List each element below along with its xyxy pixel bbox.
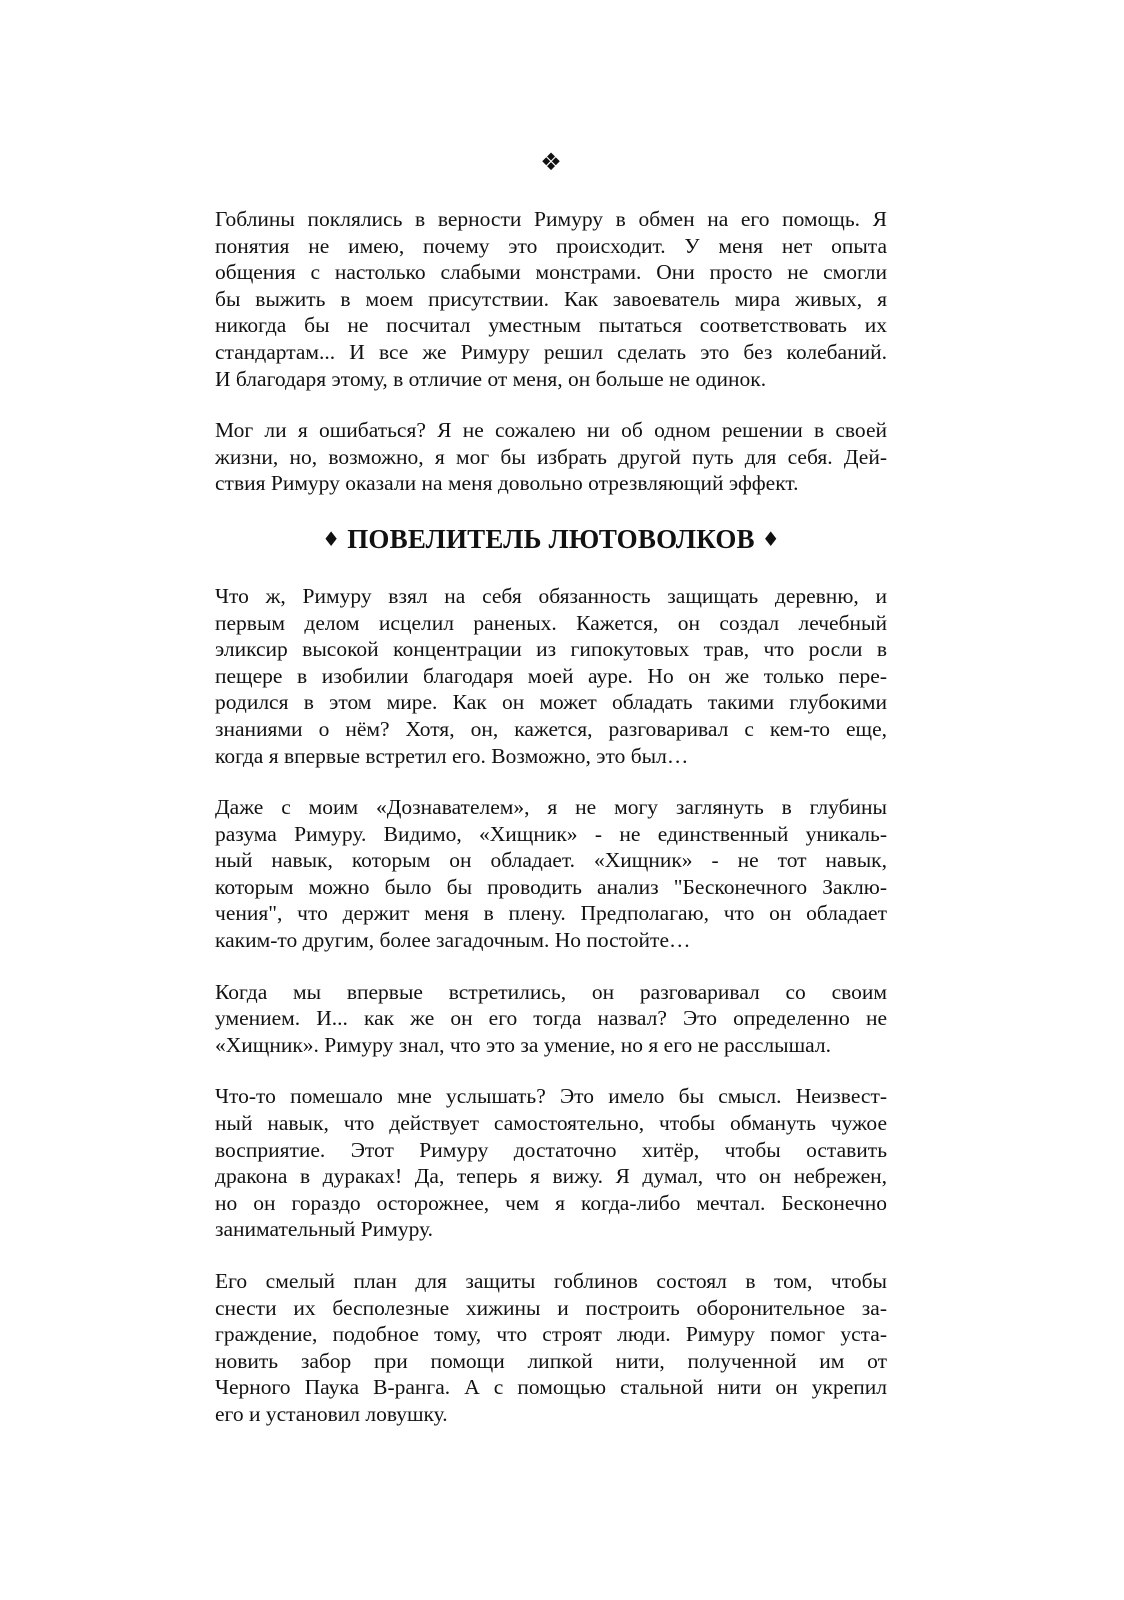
chapter-heading-title: ПОВЕЛИТЕЛЬ ЛЮТОВОЛКОВ (347, 523, 755, 554)
text-line-content: жизни, но, возможно, я мог бы избрать другой путь для себя. Дей- (215, 444, 887, 469)
text-line-content: понятия не имею, почему это происходит. У меня нет опыта (215, 233, 887, 258)
text-line (215, 366, 887, 393)
paragraph-defense-plan (215, 1268, 887, 1428)
text-line-content: Гоблины поклялись в верности Римуру в обмен на его помощь. Я (215, 207, 887, 231)
text-line (215, 689, 887, 716)
section-before-heading (215, 206, 887, 497)
paragraph-goblins-loyalty (215, 206, 887, 392)
text-line (215, 610, 887, 637)
text-line (215, 1005, 887, 1032)
text-line (215, 1110, 887, 1137)
text-line (215, 1190, 887, 1217)
diamond-icon: ♦ (761, 526, 780, 551)
diamond-icon: ♦ (322, 526, 341, 551)
text-line-content: восприятие. Этот Римуру достаточно хитёр, чтобы оставить (215, 1137, 887, 1162)
text-line-content: чения", что держит меня в плену. Предполагаю, что он обладает (215, 901, 887, 926)
text-line (215, 583, 887, 610)
text-line-content: занимательный Римуру. (215, 1217, 434, 1242)
text-line (215, 900, 887, 927)
text-line-content: родился в этом мире. Как он может обладать такими глубокими (215, 690, 887, 715)
text-line (215, 794, 887, 821)
text-line (215, 663, 887, 690)
text-line (215, 417, 887, 444)
text-line (215, 636, 887, 663)
text-line-content: дракона в дураках! Да, теперь я вижу. Я думал, что он небрежен, (215, 1164, 887, 1189)
text-line (215, 1268, 887, 1295)
text-line (215, 312, 887, 339)
text-line (215, 259, 887, 286)
text-line-content: снести их бесполезные хижины и построить оборонительное за- (215, 1295, 887, 1320)
text-line-content: ный навык, которым он обладает. «Хищник» - не тот навык, (215, 848, 887, 873)
text-line-content: эликсир высокой концентрации из гипокутовых трав, что росли в (215, 637, 887, 662)
text-line-content: бы выжить в моем присутствии. Как завоеватель мира живых, я (215, 286, 887, 311)
text-line-content: стандартам... И все же Римуру решил сделать это без колебаний. (215, 339, 887, 364)
text-line-content: когда я впервые встретил его. Возможно, это был… (215, 743, 689, 768)
text-line-content: Даже с моим «Дознавателем», я не могу заглянуть в глубины (215, 795, 887, 820)
section-after-heading (215, 583, 887, 1428)
text-line (215, 979, 887, 1006)
text-line (215, 874, 887, 901)
book-page (215, 148, 887, 1453)
text-line-content: общения с настолько слабыми монстрами. Они просто не смогли (215, 260, 887, 285)
paragraph-protecting-village (215, 583, 887, 769)
text-line-content: Что-то помешало мне услышать? Это имело бы смысл. Неизвест- (215, 1084, 887, 1109)
text-line-content: новить забор при помощи липкой нити, полученной им от (215, 1348, 887, 1373)
text-line (215, 1163, 887, 1190)
text-line-content: знаниями о нём? Хотя, он, кажется, разговаривал с кем-то еще, (215, 716, 887, 741)
text-line-content: граждение, подобное тому, что строят люди. Римуру помог уста- (215, 1322, 887, 1347)
chapter-heading (215, 522, 887, 556)
text-line-content: Когда мы впервые встретились, он разговаривал со своим (215, 979, 887, 1004)
text-line (215, 1083, 887, 1110)
text-line (215, 286, 887, 313)
paragraph-first-meeting (215, 979, 887, 1059)
text-line (215, 743, 887, 770)
text-line-content: первым делом исцелил раненых. Кажется, он создал лечебный (215, 610, 887, 635)
text-line (215, 1401, 887, 1428)
text-line (215, 444, 887, 471)
four-diamond-ornament-icon: ❖ (540, 148, 562, 176)
text-line (215, 206, 887, 233)
text-line (215, 339, 887, 366)
text-line-content: Мог ли я ошибаться? Я не сожалею ни об одном решении в своей (215, 418, 887, 443)
text-line-content: ный навык, что действует самостоятельно, чтобы обмануть чужое (215, 1111, 887, 1136)
text-line (215, 927, 887, 954)
paragraph-inquirer-skill (215, 794, 887, 954)
text-line-content: И благодаря этому, в отличие от меня, он больше не одинок. (215, 366, 767, 391)
text-line (215, 233, 887, 260)
text-line (215, 821, 887, 848)
text-line-content: его и установил ловушку. (215, 1401, 448, 1426)
text-line-content: Черного Паука B-ранга. А с помощью стальной нити он укрепил (215, 1375, 887, 1400)
paragraph-could-i-be-wrong (215, 417, 887, 497)
text-line (215, 716, 887, 743)
text-line (215, 470, 887, 497)
text-line (215, 1032, 887, 1059)
text-line-content: которым можно было бы проводить анализ "Бесконечного Заклю- (215, 874, 887, 899)
text-line-content: но он гораздо осторожнее, чем я когда-либо мечтал. Бесконечно (215, 1190, 887, 1215)
text-line-content: Что ж, Римуру взял на себя обязанность защищать деревню, и (215, 583, 887, 608)
text-line (215, 1348, 887, 1375)
text-line-content: никогда бы не посчитал уместным пытаться соответствовать их (215, 313, 887, 338)
text-line-content: умением. И... как же он его тогда назвал? Это определенно не (215, 1006, 887, 1031)
text-line-content: разума Римуру. Видимо, «Хищник» - не единственный уникаль- (215, 821, 887, 846)
text-line-content: ствия Римуру оказали на меня довольно отрезвляющий эффект. (215, 471, 799, 496)
text-line (215, 1295, 887, 1322)
text-line-content: каким-то другим, более загадочным. Но постойте… (215, 928, 691, 953)
text-line (215, 1374, 887, 1401)
text-line (215, 1321, 887, 1348)
text-line-content: Его смелый план для защиты гоблинов состоял в том, чтобы (215, 1269, 887, 1293)
text-line-content: пещере в изобилии благодаря моей ауре. Но он же только пере- (215, 663, 887, 688)
text-line-content: «Хищник». Римуру знал, что это за умение, но я его не расслышал. (215, 1032, 831, 1057)
text-line (215, 1137, 887, 1164)
text-line (215, 1216, 887, 1243)
paragraph-unknown-skill (215, 1083, 887, 1243)
text-line (215, 847, 887, 874)
